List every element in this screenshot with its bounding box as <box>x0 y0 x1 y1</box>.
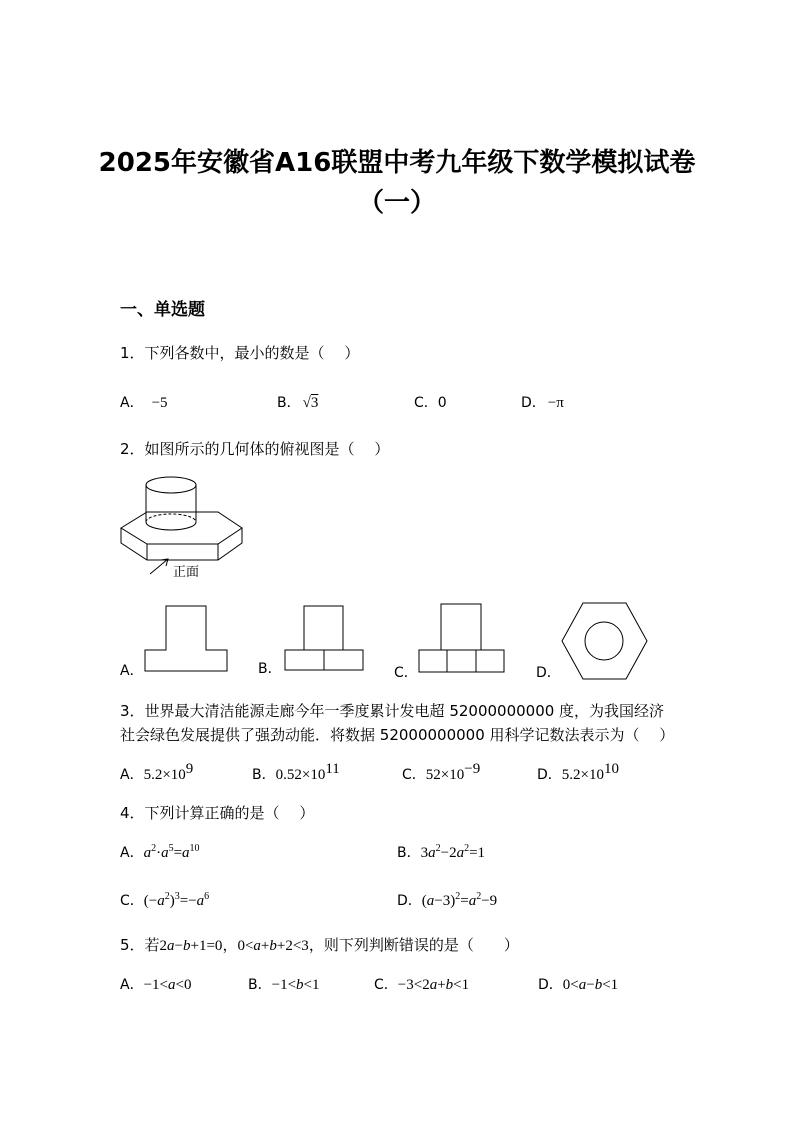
q1-option-a: A． −5 <box>120 395 168 411</box>
q4-option-a: A．$a^2\cdot a^5=a^{10}$ <box>120 843 200 861</box>
question-2-stem: 2．如图所示的几何体的俯视图是（ ） <box>120 440 390 458</box>
q5-option-a: A．−1<a<0 <box>120 977 192 993</box>
q3-option-d: D．$5.2\times 10^{10}$ <box>537 761 619 783</box>
q2-option-b-figure <box>284 604 364 670</box>
question-5-stem: 5．若2a−b+1=0，0<a+b+2<3，则下列判断错误的是（ ） <box>120 936 519 954</box>
q2-option-d-label: D． <box>536 665 561 681</box>
q2-option-c-figure <box>418 603 506 673</box>
page-title: 2025年安徽省A16联盟中考九年级下数学模拟试卷 <box>98 148 696 178</box>
q2-solid-figure <box>118 472 248 582</box>
section-heading: 一、单选题 <box>120 300 205 320</box>
q5-option-b: B．−1<b<1 <box>248 977 320 993</box>
q4-option-c: C．$(-a^2)^3=-a^6$ <box>120 891 210 909</box>
q1-option-d: D． −π <box>521 395 564 411</box>
question-4-stem: 4．下列计算正确的是（ ） <box>120 804 315 822</box>
q2-option-d-figure <box>560 601 650 681</box>
page-title-sub: （一） <box>357 188 436 218</box>
q2-option-c-label: C． <box>394 665 418 681</box>
q5-option-d: D．0<a−b<1 <box>538 977 619 993</box>
q4-option-d: D．$(a-3)^2=a^2-9$ <box>397 891 498 909</box>
q4-option-b: B．$3a^2-2a^2=1$ <box>397 843 486 861</box>
q1-option-c: C．0 <box>414 395 447 411</box>
q2-option-a-figure <box>144 604 228 672</box>
q3-option-c: C．$52\times 10^{-9}$ <box>402 761 481 783</box>
question-3-stem-line1: 3．世界最大清洁能源走廊今年一季度累计发电超 52000000000 度，为我国经济 <box>120 702 665 720</box>
q2-figure-label: 正面 <box>173 565 200 580</box>
question-3-stem-line2: 社会绿色发展提供了强劲动能．将数据 52000000000 用科学记数法表示为（ ） <box>120 726 675 744</box>
q1-option-b: B． √3 <box>277 395 319 411</box>
q2-option-b-label: B． <box>258 661 282 677</box>
q5-option-c: C．−3<2a+b<1 <box>374 977 470 993</box>
q2-option-a-label: A． <box>120 663 144 679</box>
q3-option-a: A．$5.2\times 10^9$ <box>120 761 194 783</box>
question-1-stem: 1．下列各数中，最小的数是（ ） <box>120 344 360 362</box>
q3-option-b: B．$0.52\times 10^{11}$ <box>252 761 340 783</box>
